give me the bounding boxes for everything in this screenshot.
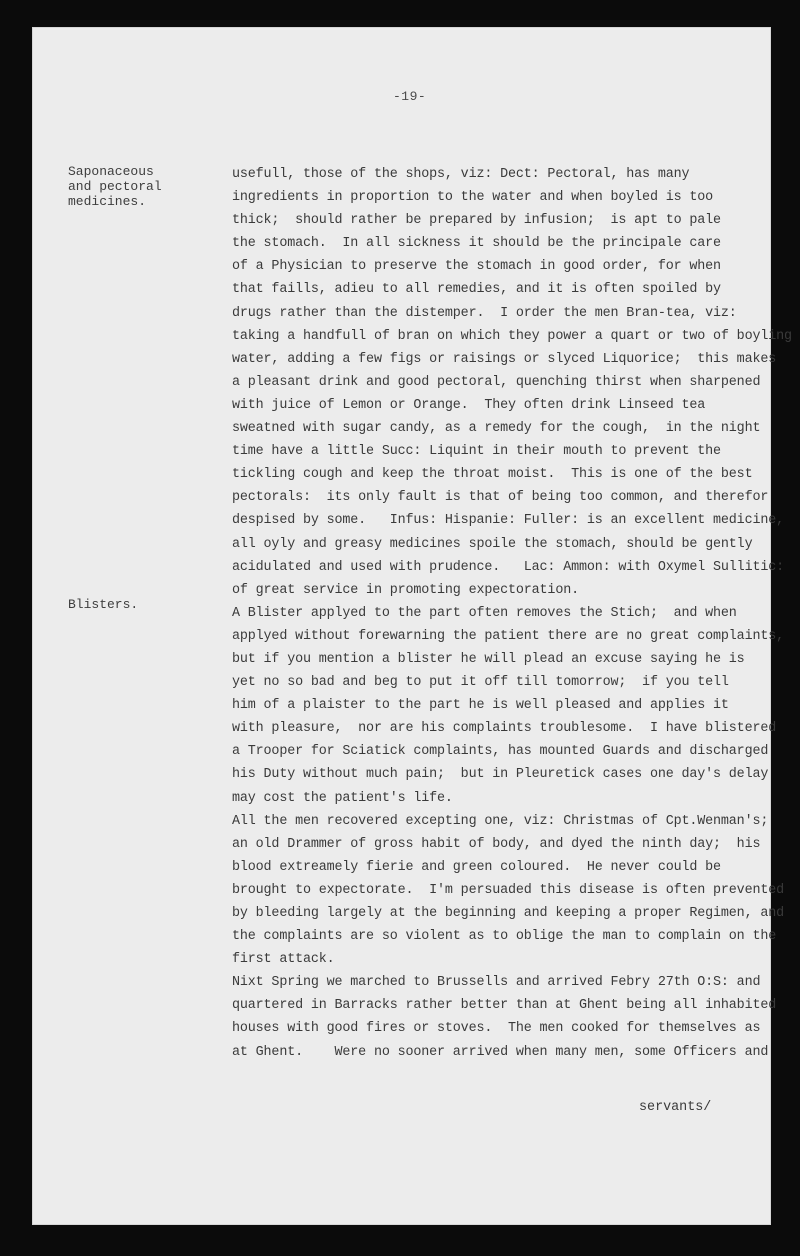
text-line: ingredients in proportion to the water and when boyled is too — [232, 190, 714, 206]
text-line: yet no so bad and beg to put it off till tomorrow; if you tell — [232, 675, 729, 691]
margin-note-blisters — [68, 597, 138, 612]
text-line: all oyly and greasy medicines spoile the stomach, should be gently — [232, 536, 753, 552]
margin-note-saponaceous — [68, 164, 162, 209]
text-line: with pleasure, nor are his complaints troublesome. I have blistered — [232, 721, 777, 737]
text-line: pectorals: its only fault is that of being too common, and therefor — [232, 490, 769, 506]
text-line: A Blister applyed to the part often removes the Stich; and when — [232, 605, 737, 621]
text-line: of great service in promoting expectoration. — [232, 582, 579, 598]
text-line: but if you mention a blister he will plead an excuse saying he is — [232, 651, 745, 667]
text-line: water, adding a few figs or raisings or slyced Liquorice; this makes — [232, 351, 777, 367]
margin-note-line: Blisters. — [68, 597, 139, 612]
text-line: tickling cough and keep the throat moist. This is one of the best — [232, 467, 753, 483]
margin-note-line: and pectoral — [68, 179, 162, 194]
text-line: with juice of Lemon or Orange. They often drink Linseed tea — [232, 397, 706, 413]
text-line: the complaints are so violent as to oblige the man to complain on the — [232, 929, 777, 945]
text-line: a Trooper for Sciatick complaints, has mounted Guards and discharged — [232, 744, 769, 760]
text-line: houses with good fires or stoves. The men cooked for themselves as — [232, 1021, 761, 1037]
text-line: acidulated and used with prudence. Lac: Ammon: with Oxymel Sullitic: — [232, 559, 784, 575]
text-line: at Ghent. Were no sooner arrived when many men, some Officers and — [232, 1044, 769, 1060]
catchword: servants/ — [639, 1100, 712, 1115]
text-line: by bleeding largely at the beginning and keeping a proper Regimen, and — [232, 906, 784, 921]
page-number: -19- — [393, 89, 427, 104]
text-line: may cost the patient's life. — [232, 790, 453, 806]
text-line: first attack. — [232, 952, 335, 968]
text-line: Nixt Spring we marched to Brussells and arrived Febry 27th O:S: and — [232, 975, 761, 991]
text-line: him of a plaister to the part he is well pleased and applies it — [232, 698, 729, 714]
text-line: the stomach. In all sickness it should be the principale care — [232, 236, 721, 252]
text-line: brought to expectorate. I'm persuaded this disease is often prevented — [232, 882, 784, 898]
margin-note-line: medicines. — [68, 194, 147, 209]
margin-note-line: Saponaceous — [68, 164, 154, 179]
text-line: that faills, adieu to all remedies, and it is often spoiled by — [232, 282, 721, 298]
text-line: of a Physician to preserve the stomach in good order, for when — [232, 259, 721, 275]
text-line: All the men recovered excepting one, viz: Christmas of Cpt.Wenman's; — [232, 813, 769, 829]
text-line: usefull, those of the shops, viz: Dect: Pectoral, has many — [232, 167, 690, 182]
text-line: sweatned with sugar candy, as a remedy for the cough, in the night — [232, 421, 761, 437]
text-line: drugs rather than the distemper. I order the men Bran-tea, viz: — [232, 305, 737, 321]
text-line: time have a little Succ: Liquint in their mouth to prevent the — [232, 444, 721, 460]
text-line: taking a handfull of bran on which they power a quart or two of boyling — [232, 328, 792, 344]
text-line: an old Drammer of gross habit of body, and dyed the ninth day; his — [232, 836, 761, 852]
text-line: thick; should rather be prepared by infusion; is apt to pale — [232, 213, 721, 229]
body-text — [232, 163, 800, 1064]
text-line: despised by some. Infus: Hispanie: Fuller: is an excellent medicine, — [232, 513, 784, 529]
text-line: a pleasant drink and good pectoral, quenching thirst when sharpened — [232, 374, 761, 390]
document-page — [32, 27, 792, 1225]
text-line: his Duty without much pain; but in Pleuretick cases one day's delay — [232, 767, 769, 783]
text-line: applyed without forewarning the patient there are no great complaints, — [232, 628, 784, 644]
text-line: quartered in Barracks rather better than at Ghent being all inhabited — [232, 998, 777, 1014]
text-line: blood extreamely fierie and green coloured. He never could be — [232, 859, 721, 875]
